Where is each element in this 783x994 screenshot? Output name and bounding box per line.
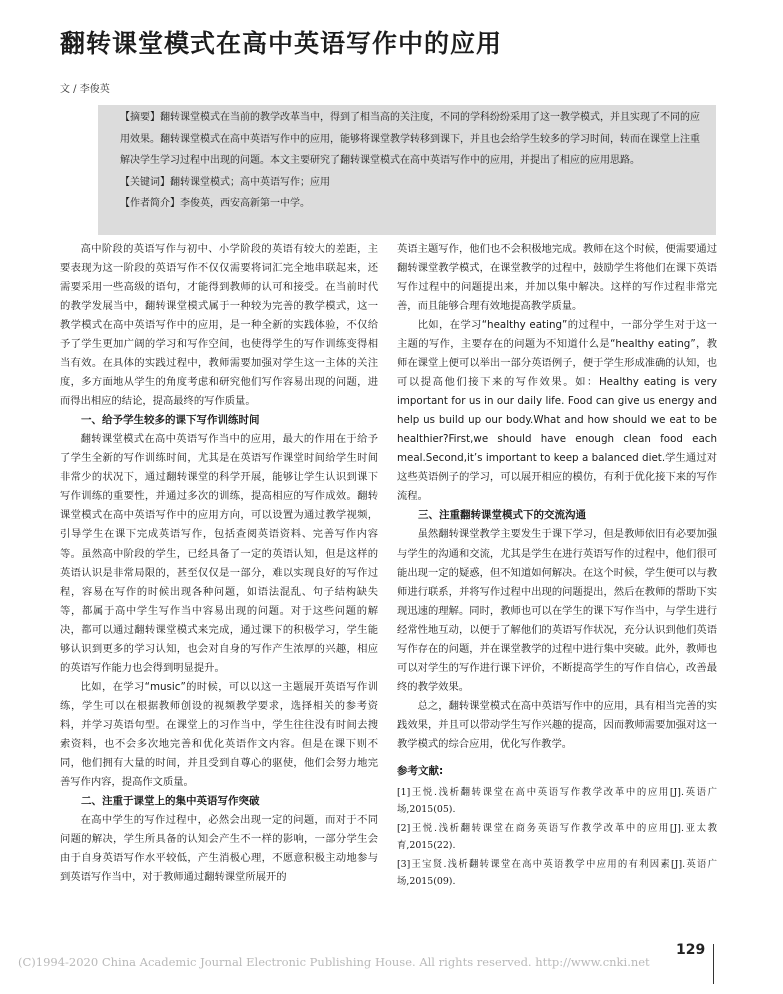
abstract-box [98, 105, 716, 235]
section-heading-1: 一、给予学生较多的课下写作训练时间 [81, 414, 260, 427]
paragraph: 在高中学生的写作过程中，必然会出现一定的问题，而对于不同问题的解决，学生所具备的认知会产生不一样的影响，一部分学生会由于自身英语写作水平较低，产生消极心理，不愿意积极主动地参与到英语写作当中，对于教师通过翻转课堂所展开的 [60, 813, 378, 884]
article-title: 翻转课堂模式在高中英语写作中的应用 [60, 29, 503, 58]
paragraph: 比如，在学习“music”的时候，可以以这一主题展开英语写作训练，学生可以在根据教师创设的视频教学要求，选择相关的参考资料，并学习英语句型。在课堂上的习作当中，学生往往没有时间去搜索资料，也不会多次地完善和优化英语作文内容。但是在课下则不同，他们拥有大量的时间，并且受到自尊心的驱使，他们会努力地完善写作内容，提高作文质量。 [60, 680, 378, 788]
section-heading-3: 三、注重翻转课堂模式下的交流沟通 [418, 509, 586, 522]
body-column-left [60, 240, 378, 922]
copyright-watermark: (C)1994-2020 China Academic Journal Electronic Publishing House. All rights reserved. http://www.cnki.net [18, 955, 650, 969]
abstract-author-bio: 【作者简介】李俊英，西安高新第一中学。 [120, 198, 310, 209]
abstract-summary: 【摘要】翻转课堂模式在当前的教学改革当中，得到了相当高的关注度，不同的学科纷纷采用了这一教学模式，并且实现了不同的应用效果。翻转课堂模式在高中英语写作中的应用，能够将课堂教学转移到课下，并且也会给学生较多的学习时间，转而在课堂上注重解决学生学习过程中出现的问题。本文主要研究了翻转课堂模式在高中英语写作中的应用，并提出了相应的应用思路。 [120, 112, 700, 166]
paragraph: 比如，在学习“healthy eating”的过程中，一部分学生对于这一主题的写作，主要存在的问题为不知道什么是“healthy eating”，教师在课堂上便可以举出一部分英语例子，便于学生形成准确的认知，也可以提高他们接下来的写作效果。如：Healthy eating is very important for us in our daily life. Food can give us energy and help us build up our body.What and how should we eat to be healthier?First,we should have enough clean food each meal.Second,it’s important to keep a balanced diet.学生通过对这些英语例子的学习，可以展开相应的模仿，有利于优化接下来的写作流程。 [397, 319, 717, 503]
page-number-divider [713, 944, 714, 984]
body-column-right [397, 240, 717, 920]
reference-item: [1]王悦.浅析翻转课堂在高中英语写作教学改革中的应用[J].英语广场,2015(05). [397, 786, 717, 816]
paragraph: 虽然翻转课堂教学主要发生于课下学习，但是教师依旧有必要加强与学生的沟通和交流，尤其是学生在进行英语写作的过程中，他们很可能出现一定的疑惑，但不知道如何解决。在这个时候，学生便可以与教师进行联系，并将写作过程中出现的问题提出，然后在教师的帮助下实现迅速的理解。同时，教师也可以在学生的课下写作当中，与学生进行经常性地互动，以便于了解他们的英语写作状况，充分认识到他们英语写作存在的问题，并在课堂教学的过程中进行集中突破。此外，教师也可以对学生的写作进行课下评价，不断提高学生的写作自信心，改善最终的教学效果。 [397, 528, 717, 693]
reference-item: [2]王悦.浅析翻转课堂在商务英语写作教学改革中的应用[J].亚太教育,2015(22). [397, 822, 717, 852]
paragraph: 英语主题写作，他们也不会积极地完成。教师在这个时候，便需要通过翻转课堂教学模式，在课堂教学的过程中，鼓励学生将他们在课下英语写作过程中的问题提出来，并加以集中解决。这样的写作过程非常完善，而且能够合理有效地提高教学质量。 [397, 243, 717, 313]
paragraph: 高中阶段的英语写作与初中、小学阶段的英语有较大的差距，主要表现为这一阶段的英语写作不仅仅需要将词汇完全地串联起来，还需要采用一些高级的语句，才能得到教师的认可和接受。在当前时代的教学发展当中，翻转课堂模式属于一种较为完善的教学模式，这一教学模式在高中英语写作中的应用，是一种全新的实践体验，不仅给予了学生更加广阔的学习和写作空间，也使得学生的写作训练变得相当有效。在具体的实践过程中，教师需要加强对学生这一主体的关注度，多方面地从学生的角度考虑和研究他们写作容易出现的问题，进而得出相应的结论，提高最终的写作质量。 [60, 243, 378, 408]
reference-item: [3]王宝贤.浅析翻转课堂在高中英语教学中应用的有利因素[J].英语广场,2015(09). [397, 858, 717, 888]
paragraph: 翻转课堂模式在高中英语写作当中的应用，最大的作用在于给予了学生全新的写作训练时间，尤其是在英语写作课堂时间给学生时间非常少的状况下，通过翻转课堂的科学开展，能够让学生认识到课下写作训练的重要性，并通过多次的训练，提高相应的写作成效。翻转课堂模式在高中英语写作中的应用方向，可以设置为通过教学视频，引导学生在课下完成英语写作，包括查阅英语资料、完善写作内容等。虽然高中阶段的学生，已经具备了一定的英语认知，但是这样的英语认识是非常局限的，甚至仅仅是一部分，难以实现良好的写作过程，容易在写作的时候出现各种问题，如语法混乱、句子结构缺失等，都属于高中学生写作当中容易出现的问题。对于这些问题的解决，都可以通过翻转课堂模式来完成，通过课下的积极学习，学生能够认识到更多的学习认知，也会对自身的写作产生浓厚的兴趣，相应的英语写作能力也会得到明显提升。 [60, 433, 378, 674]
page-number: 129 [676, 942, 706, 958]
references-heading: 参考文献: [397, 764, 444, 777]
references-list [397, 784, 717, 891]
abstract-keywords: 【关键词】翻转课堂模式；高中英语写作；应用 [120, 176, 330, 188]
section-heading-2: 二、注重于课堂上的集中英语写作突破 [81, 794, 260, 807]
paragraph: 总之，翻转课堂模式在高中英语写作中的应用，具有相当完善的实践效果，并且可以带动学生写作兴趣的提高，因而教师需要加强对这一教学模式的综合应用，优化写作教学。 [397, 699, 717, 750]
author-line: 文 / 李俊英 [60, 84, 110, 95]
